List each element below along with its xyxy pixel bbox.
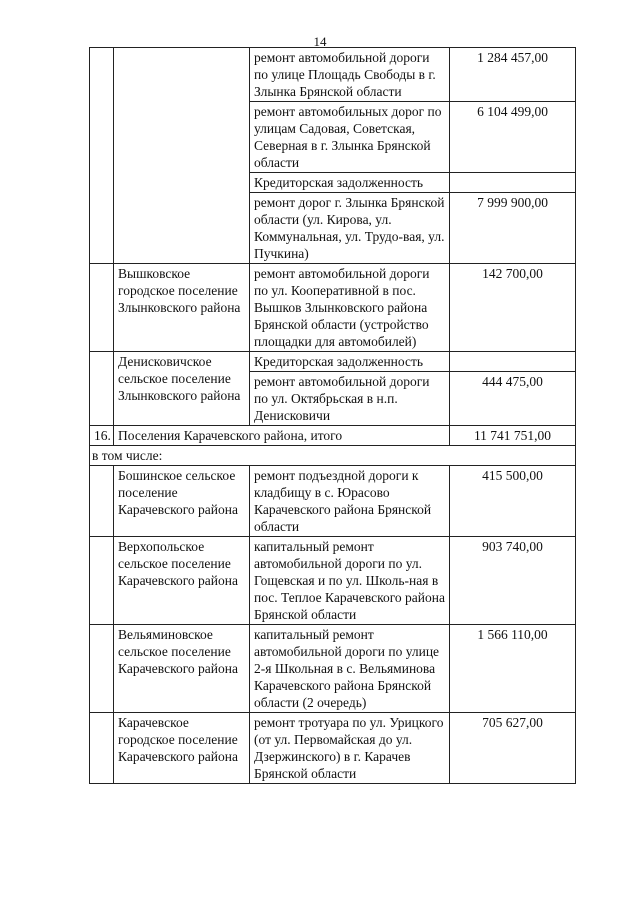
- settlement-cell: Бошинское сельское поселение Карачевского района: [114, 466, 250, 537]
- settlement-cell: Карачевское городское поселение Карачевского района: [114, 713, 250, 784]
- num-cell: [90, 625, 114, 713]
- amount-cell: 1 566 110,00: [450, 625, 576, 713]
- amount-cell: 444 475,00: [450, 372, 576, 426]
- num-cell: [90, 352, 114, 426]
- subheading-row: [90, 446, 576, 466]
- num-cell: [90, 466, 114, 537]
- description-cell: капитальный ремонт автомобильной дороги по ул. Гощевская и по ул. Школь-ная в пос. Теплое Карачевского района Брянской области: [250, 537, 450, 625]
- page-number: 14: [313, 34, 327, 49]
- table-row: [90, 713, 576, 784]
- funding-table: [89, 47, 576, 784]
- amount-cell: [450, 173, 576, 193]
- description-cell: ремонт автомобильных дорог по улицам Садовая, Советская, Северная в г. Злынка Брянской области: [250, 102, 450, 173]
- settlement-cell: Вышковское городское поселение Злынковского района: [114, 264, 250, 352]
- total-label: Поселения Карачевского района, итого: [114, 426, 450, 446]
- table-row: [90, 537, 576, 625]
- num-cell: [90, 537, 114, 625]
- table-row: [90, 466, 576, 537]
- table-row: [90, 625, 576, 713]
- table-row: [90, 48, 576, 102]
- num-cell: [90, 713, 114, 784]
- total-row: [90, 426, 576, 446]
- settlement-cell: [114, 48, 250, 264]
- description-cell: ремонт тротуара по ул. Урицкого (от ул. Первомайская до ул. Дзержинского) в г. Карачев Брянской области: [250, 713, 450, 784]
- description-cell: Кредиторская задолженность: [250, 173, 450, 193]
- num-cell: [90, 48, 114, 264]
- amount-cell: 903 740,00: [450, 537, 576, 625]
- description-cell: Кредиторская задолженность: [250, 352, 450, 372]
- description-cell: ремонт автомобильной дороги по ул. Кооперативной в пос. Вышков Злынковского района Брянской области (устройство площадки для автомобилей): [250, 264, 450, 352]
- amount-cell: 142 700,00: [450, 264, 576, 352]
- settlement-cell: Вельяминовское сельское поселение Карачевского района: [114, 625, 250, 713]
- description-cell: ремонт автомобильной дороги по ул. Октябрьская в н.п. Денисковичи: [250, 372, 450, 426]
- subheading-label: в том числе:: [90, 446, 576, 466]
- amount-cell: 705 627,00: [450, 713, 576, 784]
- description-cell: капитальный ремонт автомобильной дороги по улице 2-я Школьная в с. Вельяминова Карачевского района Брянской области (2 очередь): [250, 625, 450, 713]
- amount-cell: 6 104 499,00: [450, 102, 576, 173]
- settlement-cell: Денисковичское сельское поселение Злынковского района: [114, 352, 250, 426]
- amount-cell: 415 500,00: [450, 466, 576, 537]
- settlement-cell: Верхопольское сельское поселение Карачевского района: [114, 537, 250, 625]
- amount-cell: [450, 352, 576, 372]
- table-row: [90, 352, 576, 372]
- description-cell: ремонт дорог г. Злынка Брянской области (ул. Кирова, ул. Коммунальная, ул. Трудо-вая, ул. Пучкина): [250, 193, 450, 264]
- amount-cell: 7 999 900,00: [450, 193, 576, 264]
- description-cell: ремонт подъездной дороги к кладбищу в с. Юрасово Карачевского района Брянской области: [250, 466, 450, 537]
- amount-cell: 1 284 457,00: [450, 48, 576, 102]
- description-cell: ремонт автомобильной дороги по улице Площадь Свободы в г. Злынка Брянской области: [250, 48, 450, 102]
- table-row: [90, 264, 576, 352]
- total-amount: 11 741 751,00: [450, 426, 576, 446]
- num-cell: [90, 264, 114, 352]
- row-number: 16.: [90, 426, 114, 446]
